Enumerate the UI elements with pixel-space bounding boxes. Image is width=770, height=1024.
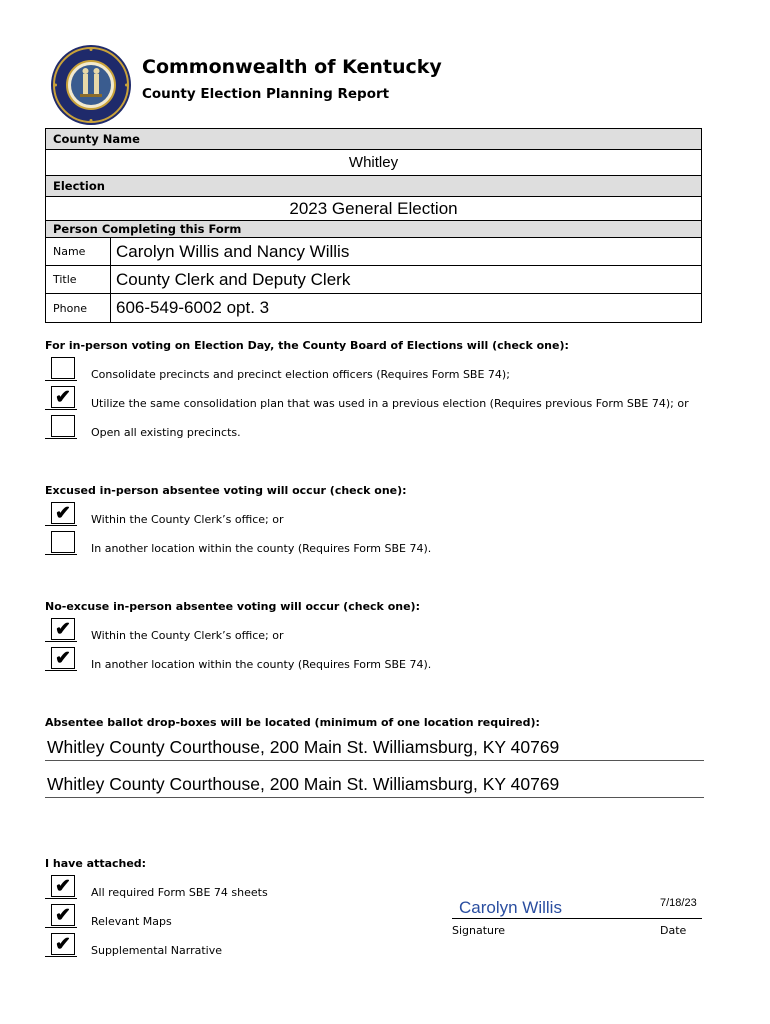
attachments-heading: I have attached: [45, 857, 147, 870]
person-completing-header: Person Completing this Form [46, 221, 701, 238]
no-excuse-absentee-question: No-excuse in-person absentee voting will occur (check one): [45, 600, 420, 613]
checkbox-underline [45, 956, 77, 957]
checkbox-underline [45, 898, 77, 899]
checkbox-underline [45, 438, 77, 439]
drop-box-question: Absentee ballot drop-boxes will be located (minimum of one location required): [45, 716, 540, 729]
election-value[interactable]: 2023 General Election [46, 197, 701, 221]
drop-box-location-2[interactable]: Whitley County Courthouse, 200 Main St. Williamsburg, KY 40769 [45, 774, 704, 798]
attachment-sbe74-label: All required Form SBE 74 sheets [91, 886, 268, 899]
option-no-excuse-other-location-label: In another location within the county (Requires Form SBE 74). [91, 658, 432, 671]
checkbox-underline [45, 554, 77, 555]
title-label: Title [46, 266, 111, 293]
checkbox-no-excuse-clerk-office[interactable]: ✔ [51, 618, 75, 640]
phone-value[interactable]: 606-549-6002 opt. 3 [116, 298, 270, 317]
checkbox-underline [45, 641, 77, 642]
option-same-plan-label: Utilize the same consolidation plan that was used in a previous election (Requires previous Form SBE 74); or [91, 397, 689, 410]
checkbox-underline [45, 670, 77, 671]
title-value[interactable]: County Clerk and Deputy Clerk [116, 269, 351, 289]
name-row [46, 238, 701, 266]
checkbox-consolidate[interactable] [51, 357, 75, 379]
date-value[interactable]: 7/18/23 [660, 897, 697, 909]
county-name-value[interactable]: Whitley [46, 150, 701, 176]
date-label: Date [660, 924, 687, 937]
election-day-question: For in-person voting on Election Day, the County Board of Elections will (check one): [45, 339, 569, 352]
checkbox-supplemental-narrative[interactable]: ✔ [51, 933, 75, 955]
county-name-header: County Name [46, 129, 701, 150]
attachment-maps-label: Relevant Maps [91, 915, 172, 928]
drop-box-location-1[interactable]: Whitley County Courthouse, 200 Main St. Williamsburg, KY 40769 [45, 737, 704, 761]
county-info-table [45, 128, 702, 323]
signature-line [452, 918, 702, 919]
checkbox-relevant-maps[interactable]: ✔ [51, 904, 75, 926]
name-label: Name [46, 238, 111, 265]
checkbox-excused-clerk-office[interactable]: ✔ [51, 502, 75, 524]
signature-label: Signature [452, 924, 506, 937]
checkbox-open-all[interactable] [51, 415, 75, 437]
checkbox-same-plan[interactable]: ✔ [51, 386, 75, 408]
checkbox-underline [45, 409, 77, 410]
excused-absentee-question: Excused in-person absentee voting will occur (check one): [45, 484, 407, 497]
checkbox-underline [45, 927, 77, 928]
page-subtitle: County Election Planning Report [142, 86, 390, 102]
option-excused-clerk-office-label: Within the County Clerk’s office; or [91, 513, 284, 526]
checkbox-excused-other-location[interactable] [51, 531, 75, 553]
checkbox-underline [45, 525, 77, 526]
signature-value[interactable]: Carolyn Willis [459, 898, 562, 917]
phone-label: Phone [46, 294, 111, 322]
election-header: Election [46, 176, 701, 197]
checkbox-no-excuse-other-location[interactable]: ✔ [51, 647, 75, 669]
page-title: Commonwealth of Kentucky [142, 56, 442, 78]
name-value[interactable]: Carolyn Willis and Nancy Willis [116, 241, 350, 261]
attachment-narrative-label: Supplemental Narrative [91, 944, 223, 957]
phone-row [46, 294, 701, 322]
option-excused-other-location-label: In another location within the county (Requires Form SBE 74). [91, 542, 432, 555]
option-open-all-label: Open all existing precincts. [91, 426, 241, 439]
option-consolidate-label: Consolidate precincts and precinct election officers (Requires Form SBE 74); [91, 368, 510, 381]
kentucky-seal-logo [50, 44, 132, 126]
checkbox-underline [45, 380, 77, 381]
option-no-excuse-clerk-office-label: Within the County Clerk’s office; or [91, 629, 284, 642]
checkbox-sbe74-sheets[interactable]: ✔ [51, 875, 75, 897]
title-row [46, 266, 701, 294]
